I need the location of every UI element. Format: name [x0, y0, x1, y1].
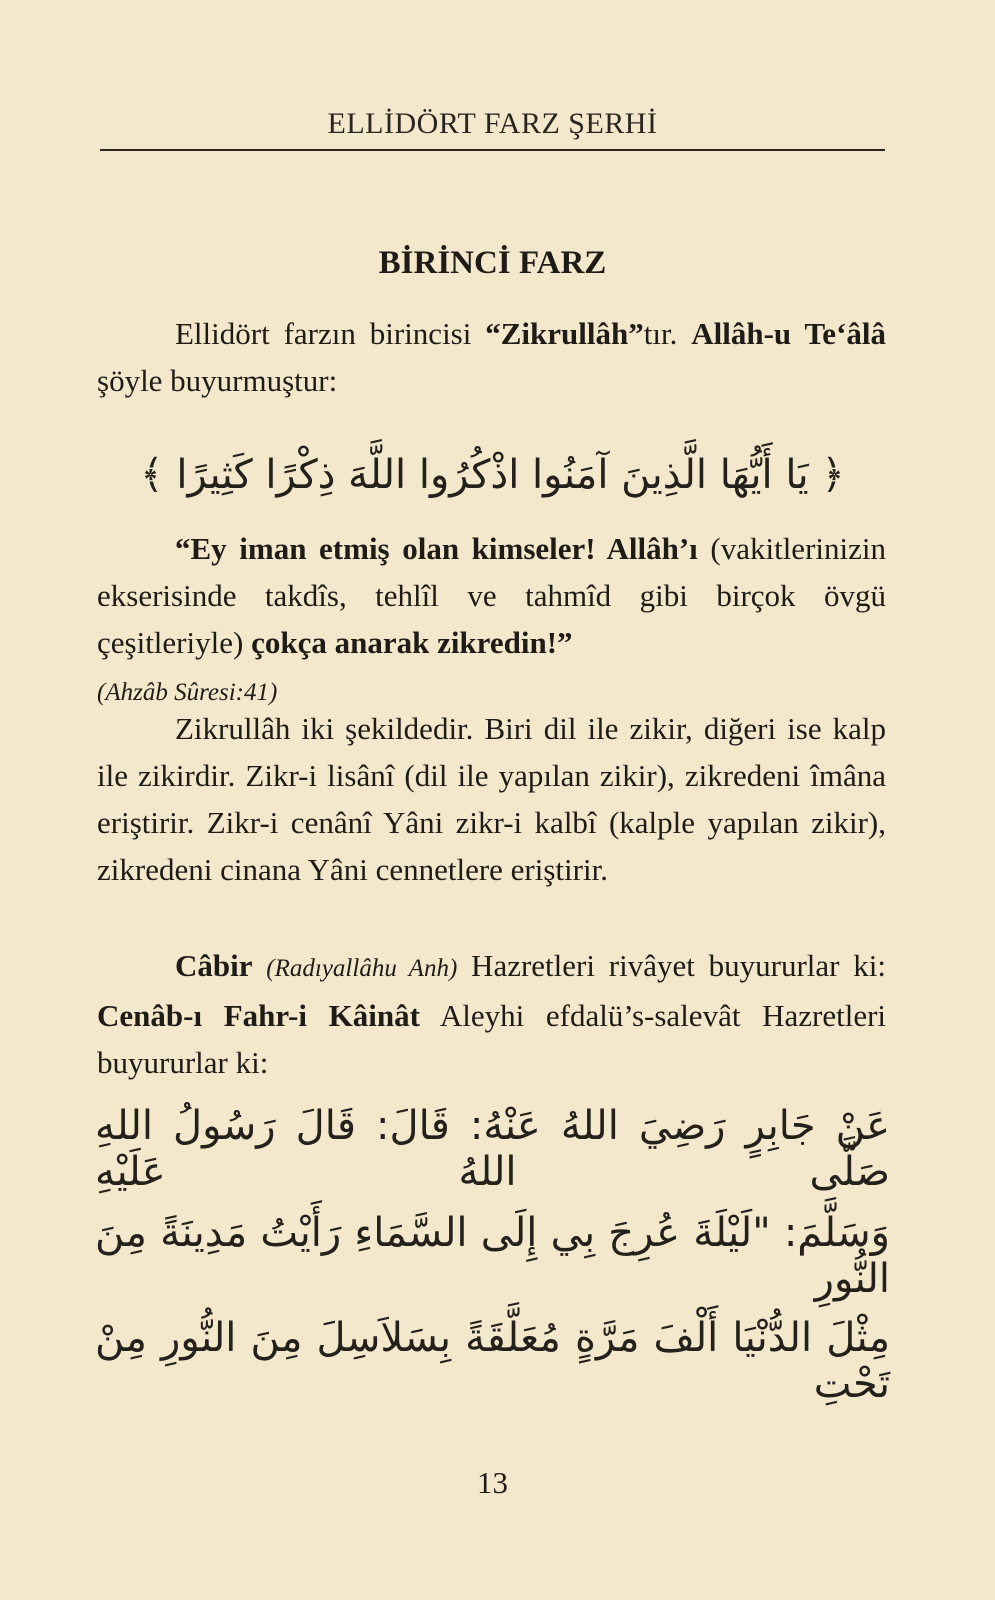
header-rule [100, 149, 885, 151]
zikr-paragraph: Zikrullâh iki şekildedir. Biri dil ile zikir, diğeri ise kalp ile zikirdir. Zikr-i lisânî (dil ile yapılan zikir), zikredeni îmâna eriştirir. Zikr-i cenânî Yâni zikr-i kalbî (kalple yapılan zikir), zikredeni cinana Yâni cennetlere eriştirir. [97, 711, 886, 887]
translation-bold: “Ey iman etmiş olan kimseler! Allâh’ı [175, 531, 698, 566]
cabir-text-2: Aleyhi efdalü’s-salevât Hazretleri buyururlar ki: [97, 998, 887, 1080]
chapter-title: BİRİNCİ FARZ [378, 245, 607, 281]
verse-reference: (Ahzâb Sûresi:41) [97, 679, 278, 706]
translation-bold-end: çokça anarak zikredin!” [251, 625, 573, 660]
intro-bold-zikrullah: “Zikrullâh” [485, 316, 644, 351]
cabir-bold: Cenâb-ı Fahr-i Kâinât [97, 998, 420, 1033]
quran-verse-arabic: ﴿ يَا أَيُّهَا الَّذِينَ آمَنُوا اذْكُرُوا اللَّهَ ذِكْرًا كَثِيرًا ﴾ [140, 452, 845, 498]
hadith-arabic-line-3: مِثْلَ الدُّنْيَا أَلْفَ مَرَّةٍ مُعَلَّقَةً بِسَلاَسِلَ مِنَ النُّورِ مِنْ تَحْتِ [95, 1315, 890, 1407]
cabir-paragraph [97, 942, 886, 1086]
intro-text-3: şöyle buyurmuştur: [97, 363, 338, 398]
cabir-text-1: Hazretleri rivâyet buyururlar ki: [457, 948, 886, 983]
hadith-arabic-line-1: عَنْ جَابِرٍ رَضِيَ اللهُ عَنْهُ: قَالَ: قَالَ رَسُولُ اللهِ صَلَّى اللهُ عَلَيْهِ [95, 1103, 890, 1195]
cabir-honorific: (Radıyallâhu Anh) [266, 955, 458, 982]
running-header: ELLİDÖRT FARZ ŞERHİ [327, 107, 658, 140]
intro-text-2: tır. [643, 316, 692, 351]
cabir-name: Câbir [175, 948, 253, 983]
intro-paragraph [97, 310, 886, 404]
page-number: 13 [477, 1465, 508, 1500]
intro-text-1: Ellidört farzın birincisi [175, 316, 486, 351]
hadith-arabic-line-2: وَسَلَّمَ: "لَيْلَةَ عُرِجَ بِي إِلَى السَّمَاءِ رَأَيْتُ مَدِينَةً مِنَ النُّورِ [95, 1210, 890, 1302]
translation-paragraph [97, 525, 886, 716]
intro-bold-allah: Allâh-u Te‘âlâ [691, 316, 887, 351]
translation-normal: (vakitlerinizin ekserisinde takdîs, tehlîl ve tahmîd gibi birçok övgü çeşitleriyle) [97, 531, 886, 660]
